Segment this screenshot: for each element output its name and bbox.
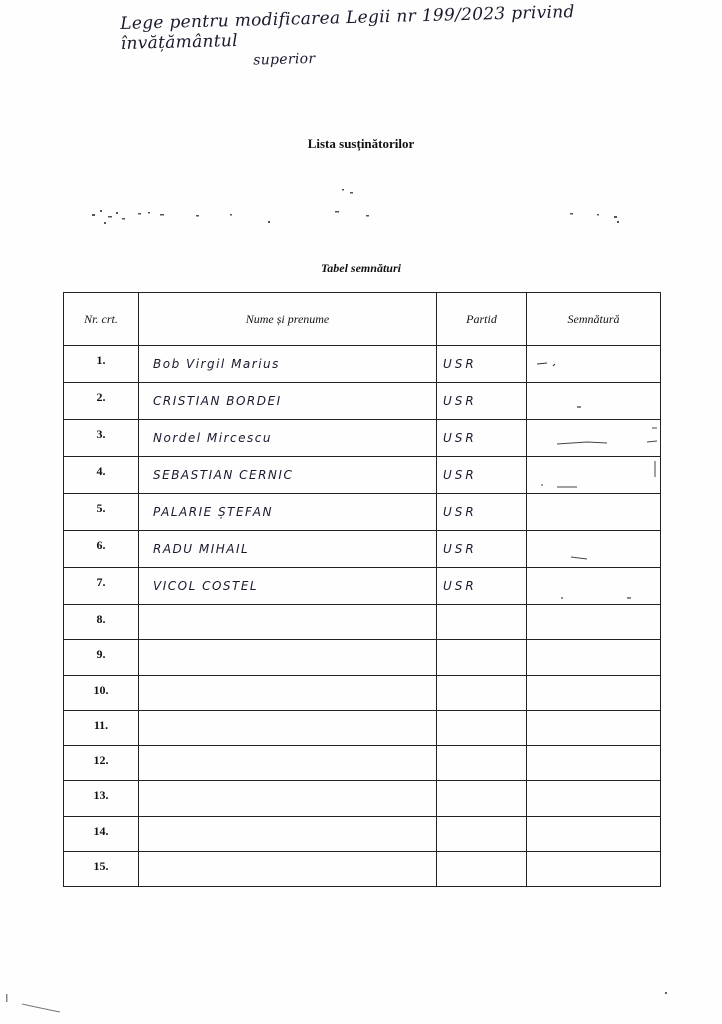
row-name bbox=[139, 781, 437, 816]
row-party bbox=[437, 852, 527, 887]
row-signature bbox=[527, 346, 661, 383]
table-row bbox=[64, 531, 661, 568]
signature-table bbox=[63, 292, 661, 887]
row-number: 1. bbox=[64, 346, 139, 383]
row-number: 15. bbox=[64, 852, 139, 887]
row-name bbox=[139, 605, 437, 640]
table-row bbox=[64, 675, 661, 710]
row-name: RADU MIHAIL bbox=[139, 531, 437, 568]
table-title: Tabel semnături bbox=[321, 261, 401, 275]
table-row bbox=[64, 781, 661, 816]
row-party bbox=[437, 605, 527, 640]
scan-edge-marks bbox=[0, 990, 722, 1024]
table-row bbox=[64, 346, 661, 383]
row-party bbox=[437, 816, 527, 851]
handwritten-title-line1: Lege pentru modificarea Legii nr 199/2023 privind învățământul bbox=[120, 2, 575, 54]
row-party: USR bbox=[437, 457, 527, 494]
row-name bbox=[139, 675, 437, 710]
header-name: Nume și prenume bbox=[139, 293, 437, 346]
row-party: USR bbox=[437, 346, 527, 383]
row-name: PALARIE ȘTEFAN bbox=[139, 494, 437, 531]
table-row bbox=[64, 605, 661, 640]
table-row bbox=[64, 640, 661, 675]
row-signature bbox=[527, 710, 661, 745]
table-row bbox=[64, 420, 661, 457]
row-signature bbox=[527, 420, 661, 457]
signature-scribble bbox=[527, 346, 657, 378]
row-name: SEBASTIAN CERNIC bbox=[139, 457, 437, 494]
row-number: 4. bbox=[64, 457, 139, 494]
row-party bbox=[437, 640, 527, 675]
table-row bbox=[64, 710, 661, 745]
row-name: Nordel Mircescu bbox=[139, 420, 437, 457]
list-title: Lista susținătorilor bbox=[307, 136, 415, 151]
row-party: USR bbox=[437, 531, 527, 568]
row-signature bbox=[527, 746, 661, 781]
table-row bbox=[64, 383, 661, 420]
row-name bbox=[139, 816, 437, 851]
row-signature bbox=[527, 457, 661, 494]
row-party bbox=[437, 781, 527, 816]
table-row bbox=[64, 494, 661, 531]
row-number: 14. bbox=[64, 816, 139, 851]
row-signature bbox=[527, 816, 661, 851]
row-number: 9. bbox=[64, 640, 139, 675]
row-number: 5. bbox=[64, 494, 139, 531]
row-number: 6. bbox=[64, 531, 139, 568]
row-name: VICOL COSTEL bbox=[139, 568, 437, 605]
signature-scribble bbox=[527, 457, 657, 489]
row-party: USR bbox=[437, 568, 527, 605]
row-number: 13. bbox=[64, 781, 139, 816]
signature-scribble bbox=[527, 383, 657, 415]
row-name: Bob Virgil Marius bbox=[139, 346, 437, 383]
row-number: 10. bbox=[64, 675, 139, 710]
row-signature bbox=[527, 675, 661, 710]
table-row bbox=[64, 816, 661, 851]
row-number: 8. bbox=[64, 605, 139, 640]
table-header-row bbox=[64, 293, 661, 346]
header-nr: Nr. crt. bbox=[64, 293, 139, 346]
signature-scribble bbox=[527, 494, 657, 526]
table-row bbox=[64, 457, 661, 494]
redacted-specks bbox=[0, 0, 722, 260]
signature-scribble bbox=[527, 420, 657, 452]
row-name bbox=[139, 852, 437, 887]
row-signature bbox=[527, 605, 661, 640]
signature-scribble bbox=[527, 568, 657, 600]
row-number: 12. bbox=[64, 746, 139, 781]
row-name bbox=[139, 710, 437, 745]
table-row bbox=[64, 746, 661, 781]
row-signature bbox=[527, 781, 661, 816]
row-party: USR bbox=[437, 383, 527, 420]
row-number: 11. bbox=[64, 710, 139, 745]
table-row bbox=[64, 852, 661, 887]
table-row bbox=[64, 568, 661, 605]
row-signature bbox=[527, 531, 661, 568]
row-party: USR bbox=[437, 420, 527, 457]
header-party: Partid bbox=[437, 293, 527, 346]
row-party: USR bbox=[437, 494, 527, 531]
row-name bbox=[139, 746, 437, 781]
row-signature bbox=[527, 640, 661, 675]
header-signature: Semnătură bbox=[527, 293, 661, 346]
row-name: CRISTIAN BORDEI bbox=[139, 383, 437, 420]
row-number: 3. bbox=[64, 420, 139, 457]
row-name bbox=[139, 640, 437, 675]
row-signature bbox=[527, 494, 661, 531]
row-party bbox=[437, 675, 527, 710]
row-signature bbox=[527, 852, 661, 887]
row-party bbox=[437, 746, 527, 781]
row-number: 7. bbox=[64, 568, 139, 605]
row-signature bbox=[527, 568, 661, 605]
row-signature bbox=[527, 383, 661, 420]
row-party bbox=[437, 710, 527, 745]
row-number: 2. bbox=[64, 383, 139, 420]
signature-scribble bbox=[527, 531, 657, 563]
handwritten-title-line2: superior bbox=[253, 50, 316, 69]
